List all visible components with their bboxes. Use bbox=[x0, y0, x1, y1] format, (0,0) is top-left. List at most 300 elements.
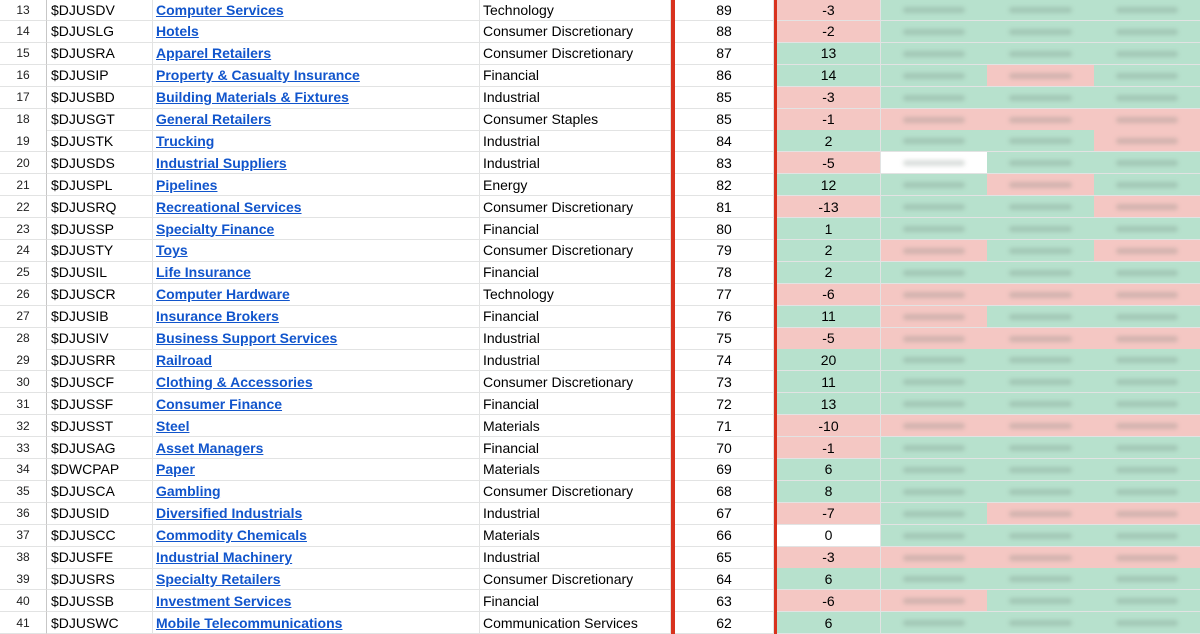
blurred-text bbox=[1009, 511, 1071, 517]
table-row bbox=[0, 459, 1200, 481]
symbol-cell[interactable]: $DJUSTY bbox=[47, 240, 153, 262]
industry-cell[interactable] bbox=[153, 152, 480, 174]
blurred-text bbox=[1116, 511, 1178, 517]
rank-cell[interactable]: 66 bbox=[675, 525, 774, 547]
symbol-cell[interactable]: $DJUSPL bbox=[47, 174, 153, 196]
blurred-text bbox=[1116, 117, 1178, 123]
industry-link[interactable]: Mobile Telecommunications bbox=[156, 614, 343, 631]
blurred-text bbox=[1009, 533, 1071, 539]
industry-link[interactable]: Commodity Chemicals bbox=[156, 527, 307, 544]
industry-cell[interactable] bbox=[153, 218, 480, 240]
rank-change-cell[interactable]: -6 bbox=[777, 284, 881, 306]
rank-cell[interactable]: 74 bbox=[675, 349, 774, 371]
blurred-trend-cell bbox=[881, 306, 1200, 328]
symbol-cell[interactable]: $DJUSSP bbox=[47, 218, 153, 240]
industry-cell[interactable] bbox=[153, 328, 480, 350]
industry-link[interactable]: Specialty Finance bbox=[156, 220, 275, 237]
rank-change-cell[interactable]: 11 bbox=[777, 306, 881, 328]
blurred-text bbox=[1116, 489, 1178, 495]
industry-link[interactable]: Steel bbox=[156, 417, 190, 434]
rank-cell[interactable]: 64 bbox=[675, 568, 774, 590]
blurred-text bbox=[1009, 7, 1071, 13]
rank-cell[interactable]: 78 bbox=[675, 262, 774, 284]
symbol-cell[interactable]: $DJUSIB bbox=[47, 306, 153, 328]
blurred-text bbox=[1116, 226, 1178, 232]
row-number[interactable]: 25 bbox=[0, 262, 47, 284]
rank-cell[interactable]: 85 bbox=[675, 87, 774, 109]
blurred-text bbox=[1116, 533, 1178, 539]
symbol-cell[interactable]: $DJUSDV bbox=[47, 0, 153, 21]
symbol-cell[interactable]: $DJUSLG bbox=[47, 21, 153, 43]
rank-change-cell[interactable]: -5 bbox=[777, 152, 881, 174]
rank-change-cell[interactable]: 6 bbox=[777, 568, 881, 590]
blurred-text bbox=[1116, 379, 1178, 385]
industry-cell[interactable] bbox=[153, 437, 480, 459]
rank-cell[interactable]: 76 bbox=[675, 306, 774, 328]
symbol-cell[interactable]: $DJUSSB bbox=[47, 590, 153, 612]
rank-change-cell[interactable]: 14 bbox=[777, 65, 881, 87]
rank-change-cell[interactable]: 13 bbox=[777, 43, 881, 65]
industry-link[interactable]: Computer Services bbox=[156, 1, 284, 18]
rank-cell[interactable]: 63 bbox=[675, 590, 774, 612]
blurred-trend-cell bbox=[881, 459, 1200, 481]
rank-cell[interactable]: 85 bbox=[675, 109, 774, 131]
blurred-text bbox=[1009, 182, 1071, 188]
industry-cell[interactable] bbox=[153, 459, 480, 481]
industry-link[interactable]: Computer Hardware bbox=[156, 286, 290, 303]
rank-change-cell[interactable]: -7 bbox=[777, 503, 881, 525]
symbol-cell[interactable]: $DJUSCC bbox=[47, 525, 153, 547]
row-number[interactable]: 37 bbox=[0, 525, 47, 547]
blurred-trend-cell bbox=[881, 590, 1200, 612]
table-row bbox=[0, 130, 1200, 152]
rank-cell[interactable]: 83 bbox=[675, 152, 774, 174]
blurred-text bbox=[1116, 73, 1178, 79]
blurred-trend-cell bbox=[881, 262, 1200, 284]
blurred-text bbox=[1116, 467, 1178, 473]
industry-link[interactable]: Industrial Machinery bbox=[156, 549, 293, 565]
industry-link[interactable]: Property & Casualty Insurance bbox=[156, 67, 360, 84]
row-number[interactable]: 15 bbox=[0, 43, 47, 65]
industry-link[interactable]: Diversified Industrials bbox=[156, 505, 303, 522]
blurred-trend-cell bbox=[881, 481, 1200, 503]
rank-change-cell[interactable]: 11 bbox=[777, 371, 881, 393]
rank-change-cell[interactable]: 2 bbox=[777, 130, 881, 152]
rank-cell[interactable]: 70 bbox=[675, 437, 774, 459]
blurred-trend-cell bbox=[881, 43, 1200, 65]
sector-cell[interactable]: Energy bbox=[480, 174, 671, 196]
industry-link[interactable]: Apparel Retailers bbox=[156, 45, 272, 62]
blurred-text bbox=[903, 51, 965, 57]
row-number[interactable]: 38 bbox=[0, 547, 47, 569]
table-row bbox=[0, 196, 1200, 218]
industry-link[interactable]: Paper bbox=[156, 461, 195, 478]
blurred-text bbox=[1116, 7, 1178, 13]
blurred-text bbox=[903, 489, 965, 495]
table-row bbox=[0, 371, 1200, 393]
blurred-text bbox=[1116, 29, 1178, 35]
blurred-text bbox=[903, 511, 965, 517]
sector-cell[interactable]: Industrial bbox=[480, 152, 671, 174]
symbol-cell[interactable]: $DJUSCA bbox=[47, 481, 153, 503]
industry-cell[interactable] bbox=[153, 503, 480, 525]
sector-cell[interactable]: Materials bbox=[480, 459, 671, 481]
rank-change-cell[interactable]: 12 bbox=[777, 174, 881, 196]
table-row bbox=[0, 174, 1200, 196]
industry-cell[interactable] bbox=[153, 240, 480, 262]
blurred-text bbox=[1116, 598, 1178, 604]
blurred-trend-cell bbox=[881, 196, 1200, 218]
rank-cell[interactable]: 68 bbox=[675, 481, 774, 503]
industry-cell[interactable] bbox=[153, 415, 480, 437]
rank-cell[interactable]: 72 bbox=[675, 393, 774, 415]
sector-cell[interactable]: Industrial bbox=[480, 87, 671, 109]
blurred-text bbox=[903, 620, 965, 626]
industry-cell[interactable] bbox=[153, 525, 480, 547]
sector-cell[interactable]: Materials bbox=[480, 415, 671, 437]
row-number[interactable]: 28 bbox=[0, 328, 47, 350]
row-number[interactable]: 41 bbox=[0, 612, 47, 634]
industry-link[interactable]: Asset Managers bbox=[156, 439, 264, 456]
sector-cell[interactable]: Technology bbox=[480, 284, 671, 306]
industry-cell[interactable] bbox=[153, 371, 480, 393]
rank-cell[interactable]: 81 bbox=[675, 196, 774, 218]
row-number[interactable]: 33 bbox=[0, 437, 47, 459]
row-number[interactable]: 27 bbox=[0, 306, 47, 328]
rank-change-cell[interactable]: -10 bbox=[777, 415, 881, 437]
symbol-cell[interactable]: $DJUSST bbox=[47, 415, 153, 437]
row-number[interactable]: 19 bbox=[0, 130, 47, 152]
rank-change-cell[interactable]: -5 bbox=[777, 328, 881, 350]
blurred-text bbox=[903, 598, 965, 604]
industry-cell[interactable] bbox=[153, 349, 480, 371]
table-row bbox=[0, 525, 1200, 547]
symbol-cell[interactable]: $DJUSCF bbox=[47, 371, 153, 393]
sector-cell[interactable]: Consumer Discretionary bbox=[480, 43, 671, 65]
industry-link[interactable]: Life Insurance bbox=[156, 264, 251, 281]
industry-cell[interactable] bbox=[153, 0, 480, 21]
table-row bbox=[0, 87, 1200, 109]
blurred-text bbox=[1116, 292, 1178, 298]
blurred-text bbox=[1009, 467, 1071, 473]
industry-link[interactable]: General Retailers bbox=[156, 111, 272, 127]
sector-cell[interactable]: Consumer Discretionary bbox=[480, 21, 671, 43]
rank-change-cell[interactable]: -6 bbox=[777, 590, 881, 612]
industry-cell[interactable] bbox=[153, 547, 480, 569]
rank-cell[interactable]: 86 bbox=[675, 65, 774, 87]
sector-cell[interactable]: Consumer Staples bbox=[480, 109, 671, 131]
symbol-cell[interactable]: $DJUSTK bbox=[47, 130, 153, 152]
blurred-trend-cell bbox=[881, 371, 1200, 393]
table-row bbox=[0, 547, 1200, 569]
industry-link[interactable]: Specialty Retailers bbox=[156, 570, 281, 587]
rank-change-cell[interactable]: -3 bbox=[777, 87, 881, 109]
symbol-cell[interactable]: $DJUSFE bbox=[47, 547, 153, 569]
blurred-trend-cell bbox=[881, 130, 1200, 152]
blurred-text bbox=[903, 204, 965, 210]
row-number[interactable]: 30 bbox=[0, 371, 47, 393]
blurred-trend-cell bbox=[881, 240, 1200, 262]
sector-cell[interactable]: Technology bbox=[480, 0, 671, 21]
row-number[interactable]: 16 bbox=[0, 65, 47, 87]
blurred-trend-cell bbox=[881, 87, 1200, 109]
table-row bbox=[0, 612, 1200, 634]
symbol-cell[interactable]: $DJUSSF bbox=[47, 393, 153, 415]
sector-cell[interactable]: Consumer Discretionary bbox=[480, 196, 671, 218]
row-number[interactable]: 40 bbox=[0, 590, 47, 612]
industry-cell[interactable] bbox=[153, 174, 480, 196]
symbol-cell[interactable]: $DJUSCR bbox=[47, 284, 153, 306]
blurred-text bbox=[903, 555, 965, 561]
table-row bbox=[0, 0, 1200, 21]
blurred-trend-cell bbox=[881, 109, 1200, 131]
sector-cell[interactable]: Industrial bbox=[480, 547, 671, 569]
row-number[interactable]: 31 bbox=[0, 393, 47, 415]
industry-link[interactable]: Clothing & Accessories bbox=[156, 373, 313, 390]
rank-change-cell[interactable]: -13 bbox=[777, 196, 881, 218]
row-number[interactable]: 21 bbox=[0, 174, 47, 196]
rank-cell[interactable]: 82 bbox=[675, 174, 774, 196]
industry-cell[interactable] bbox=[153, 590, 480, 612]
sector-cell[interactable]: Consumer Discretionary bbox=[480, 568, 671, 590]
row-number[interactable]: 18 bbox=[0, 109, 47, 131]
rank-cell[interactable]: 84 bbox=[675, 130, 774, 152]
rank-change-cell[interactable]: 6 bbox=[777, 459, 881, 481]
sector-cell[interactable]: Financial bbox=[480, 437, 671, 459]
table-row bbox=[0, 393, 1200, 415]
sector-cell[interactable]: Communication Services bbox=[480, 612, 671, 634]
industry-cell[interactable] bbox=[153, 65, 480, 87]
rank-change-cell[interactable]: 8 bbox=[777, 481, 881, 503]
rank-change-cell[interactable]: 0 bbox=[777, 525, 881, 547]
blurred-text bbox=[903, 226, 965, 232]
rank-cell[interactable]: 73 bbox=[675, 371, 774, 393]
blurred-text bbox=[903, 117, 965, 123]
symbol-cell[interactable]: $DJUSWC bbox=[47, 612, 153, 634]
industry-cell[interactable] bbox=[153, 612, 480, 634]
symbol-cell[interactable]: $DWCPAP bbox=[47, 459, 153, 481]
rank-cell[interactable]: 65 bbox=[675, 547, 774, 569]
rank-cell[interactable]: 77 bbox=[675, 284, 774, 306]
rank-change-cell[interactable]: 13 bbox=[777, 393, 881, 415]
row-number[interactable]: 14 bbox=[0, 21, 47, 43]
blurred-text bbox=[1009, 226, 1071, 232]
rank-cell[interactable]: 79 bbox=[675, 240, 774, 262]
blurred-trend-cell bbox=[881, 437, 1200, 459]
rank-change-cell[interactable]: -2 bbox=[777, 21, 881, 43]
row-number[interactable]: 32 bbox=[0, 415, 47, 437]
industry-link[interactable]: Railroad bbox=[156, 351, 213, 368]
industry-cell[interactable] bbox=[153, 43, 480, 65]
row-number[interactable]: 35 bbox=[0, 481, 47, 503]
industry-cell[interactable] bbox=[153, 130, 480, 152]
blurred-text bbox=[1009, 314, 1071, 320]
table-row bbox=[0, 481, 1200, 503]
blurred-text bbox=[903, 423, 965, 429]
industry-cell[interactable] bbox=[153, 284, 480, 306]
table-row bbox=[0, 415, 1200, 437]
industry-cell[interactable] bbox=[153, 87, 480, 109]
blurred-trend-cell bbox=[881, 328, 1200, 350]
industry-cell[interactable] bbox=[153, 196, 480, 218]
industry-link[interactable]: Recreational Services bbox=[156, 198, 302, 215]
sector-cell[interactable]: Consumer Discretionary bbox=[480, 481, 671, 503]
industry-link[interactable]: Gambling bbox=[156, 483, 221, 500]
symbol-cell[interactable]: $DJUSBD bbox=[47, 87, 153, 109]
symbol-cell[interactable]: $DJUSRA bbox=[47, 43, 153, 65]
blurred-text bbox=[903, 292, 965, 298]
symbol-cell[interactable]: $DJUSRQ bbox=[47, 196, 153, 218]
blurred-text bbox=[1009, 29, 1071, 35]
blurred-trend-cell bbox=[881, 568, 1200, 590]
sector-cell[interactable]: Industrial bbox=[480, 503, 671, 525]
industry-link[interactable]: Industrial Suppliers bbox=[156, 154, 287, 171]
row-number[interactable]: 23 bbox=[0, 218, 47, 240]
rank-cell[interactable]: 69 bbox=[675, 459, 774, 481]
blurred-trend-cell bbox=[881, 218, 1200, 240]
industry-cell[interactable] bbox=[153, 481, 480, 503]
blurred-trend-cell bbox=[881, 525, 1200, 547]
industry-link[interactable]: Investment Services bbox=[156, 592, 292, 609]
industry-link[interactable]: Hotels bbox=[156, 23, 199, 40]
symbol-cell[interactable]: $DJUSRR bbox=[47, 349, 153, 371]
blurred-trend-cell bbox=[881, 393, 1200, 415]
blurred-text bbox=[903, 248, 965, 254]
rank-cell[interactable]: 67 bbox=[675, 503, 774, 525]
blurred-trend-cell bbox=[881, 349, 1200, 371]
symbol-cell[interactable]: $DJUSRS bbox=[47, 568, 153, 590]
rank-change-cell[interactable]: 20 bbox=[777, 349, 881, 371]
sector-cell[interactable]: Financial bbox=[480, 306, 671, 328]
blurred-trend-cell bbox=[881, 65, 1200, 87]
sector-cell[interactable]: Industrial bbox=[480, 328, 671, 350]
rank-cell[interactable]: 89 bbox=[675, 0, 774, 21]
sector-cell[interactable]: Consumer Discretionary bbox=[480, 371, 671, 393]
sector-cell[interactable]: Financial bbox=[480, 218, 671, 240]
blurred-text bbox=[903, 270, 965, 276]
table-row bbox=[0, 109, 1200, 131]
table-row bbox=[0, 262, 1200, 284]
row-number[interactable]: 34 bbox=[0, 459, 47, 481]
rank-change-cell[interactable]: 6 bbox=[777, 612, 881, 634]
industry-link[interactable]: Toys bbox=[156, 242, 188, 259]
sector-cell[interactable]: Industrial bbox=[480, 130, 671, 152]
row-number[interactable]: 39 bbox=[0, 568, 47, 590]
rank-change-cell[interactable]: -3 bbox=[777, 547, 881, 569]
blurred-text bbox=[1009, 445, 1071, 451]
blurred-text bbox=[1009, 423, 1071, 429]
blurred-text bbox=[1009, 204, 1071, 210]
sector-cell[interactable]: Materials bbox=[480, 525, 671, 547]
row-number[interactable]: 13 bbox=[0, 0, 47, 21]
row-number[interactable]: 24 bbox=[0, 240, 47, 262]
blurred-text bbox=[1116, 51, 1178, 57]
rank-cell[interactable]: 75 bbox=[675, 328, 774, 350]
blurred-text bbox=[903, 95, 965, 101]
blurred-trend-cell bbox=[881, 503, 1200, 525]
sector-cell[interactable]: Financial bbox=[480, 65, 671, 87]
rank-change-cell[interactable]: 2 bbox=[777, 240, 881, 262]
rank-change-cell[interactable]: 1 bbox=[777, 218, 881, 240]
rank-change-cell[interactable]: -1 bbox=[777, 109, 881, 131]
table-row bbox=[0, 284, 1200, 306]
symbol-cell[interactable]: $DJUSDS bbox=[47, 152, 153, 174]
industry-link[interactable]: Insurance Brokers bbox=[156, 308, 279, 325]
sector-cell[interactable]: Consumer Discretionary bbox=[480, 240, 671, 262]
rank-cell[interactable]: 62 bbox=[675, 612, 774, 634]
sector-cell[interactable]: Industrial bbox=[480, 349, 671, 371]
blurred-trend-cell bbox=[881, 612, 1200, 634]
table-row bbox=[0, 328, 1200, 350]
industry-cell[interactable] bbox=[153, 393, 480, 415]
sector-cell[interactable]: Financial bbox=[480, 590, 671, 612]
symbol-cell[interactable]: $DJUSIP bbox=[47, 65, 153, 87]
table-row bbox=[0, 240, 1200, 262]
industry-link[interactable]: Building Materials & Fixtures bbox=[156, 89, 349, 106]
industry-cell[interactable] bbox=[153, 109, 480, 131]
table-row bbox=[0, 503, 1200, 525]
rank-change-cell[interactable]: 2 bbox=[777, 262, 881, 284]
table-row bbox=[0, 43, 1200, 65]
row-number[interactable]: 17 bbox=[0, 87, 47, 109]
row-number[interactable]: 20 bbox=[0, 152, 47, 174]
industry-link[interactable]: Pipelines bbox=[156, 176, 218, 193]
blurred-trend-cell bbox=[881, 415, 1200, 437]
rank-change-cell[interactable]: -3 bbox=[777, 0, 881, 21]
industry-cell[interactable] bbox=[153, 21, 480, 43]
rank-change-cell[interactable]: -1 bbox=[777, 437, 881, 459]
sector-cell[interactable]: Financial bbox=[480, 262, 671, 284]
symbol-cell[interactable]: $DJUSID bbox=[47, 503, 153, 525]
symbol-cell[interactable]: $DJUSIL bbox=[47, 262, 153, 284]
blurred-text bbox=[903, 533, 965, 539]
rank-cell[interactable]: 71 bbox=[675, 415, 774, 437]
table-row bbox=[0, 65, 1200, 87]
symbol-cell[interactable]: $DJUSAG bbox=[47, 437, 153, 459]
symbol-cell[interactable]: $DJUSGT bbox=[47, 109, 153, 131]
row-number[interactable]: 36 bbox=[0, 503, 47, 525]
industry-link[interactable]: Trucking bbox=[156, 132, 215, 149]
blurred-text bbox=[1009, 138, 1071, 144]
blurred-text bbox=[1116, 160, 1178, 166]
blurred-trend-cell bbox=[881, 547, 1200, 569]
industry-cell[interactable] bbox=[153, 262, 480, 284]
blurred-text bbox=[1116, 576, 1178, 582]
blurred-text bbox=[1009, 270, 1071, 276]
rank-cell[interactable]: 88 bbox=[675, 21, 774, 43]
symbol-cell[interactable]: $DJUSIV bbox=[47, 328, 153, 350]
industry-link[interactable]: Business Support Services bbox=[156, 330, 338, 346]
industry-cell[interactable] bbox=[153, 306, 480, 328]
table-row bbox=[0, 437, 1200, 459]
rank-cell[interactable]: 87 bbox=[675, 43, 774, 65]
rank-cell[interactable]: 80 bbox=[675, 218, 774, 240]
blurred-text bbox=[1116, 620, 1178, 626]
blurred-text bbox=[1116, 95, 1178, 101]
industry-cell[interactable] bbox=[153, 568, 480, 590]
industry-link[interactable]: Consumer Finance bbox=[156, 395, 283, 412]
row-number[interactable]: 26 bbox=[0, 284, 47, 306]
blurred-text bbox=[1009, 576, 1071, 582]
blurred-text bbox=[903, 445, 965, 451]
blurred-text bbox=[1009, 598, 1071, 604]
blurred-text bbox=[1116, 138, 1178, 144]
blurred-text bbox=[903, 379, 965, 385]
row-number[interactable]: 29 bbox=[0, 349, 47, 371]
sector-cell[interactable]: Financial bbox=[480, 393, 671, 415]
table-row bbox=[0, 306, 1200, 328]
row-number[interactable]: 22 bbox=[0, 196, 47, 218]
